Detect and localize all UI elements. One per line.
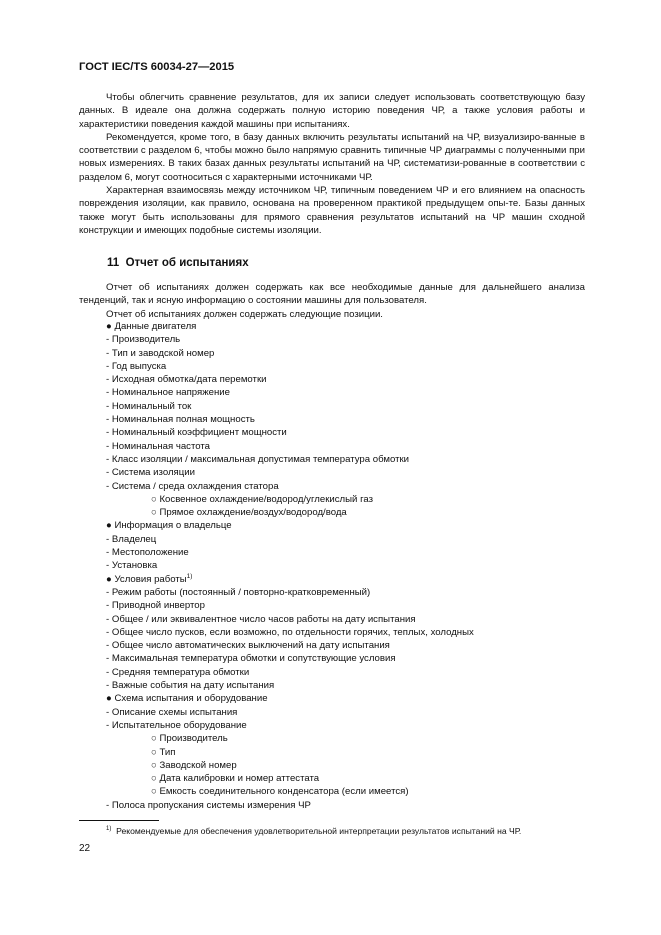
section-title: Отчет об испытаниях — [125, 257, 249, 269]
footnote-mark: 1) — [106, 826, 112, 833]
list-text: Система изоляции — [111, 467, 195, 479]
section-heading — [107, 257, 249, 269]
list-item — [79, 573, 474, 586]
page-number: 22 — [79, 843, 91, 854]
list-marker: - — [106, 480, 110, 492]
list-text: Производитель — [159, 733, 228, 745]
list-text: Номинальная частота — [111, 440, 210, 452]
list-marker: ○ — [151, 759, 157, 771]
intro-text — [79, 91, 585, 237]
list-text: Информация о владельце — [114, 520, 232, 532]
list-text: Общее / или эквивалентное число часов работы на дату испытания — [111, 613, 416, 625]
list-text: Испытательное оборудование — [111, 719, 247, 731]
list-text: Год выпуска — [111, 360, 167, 372]
list-text: Тип и заводской номер — [111, 347, 215, 359]
list-marker: - — [106, 626, 110, 638]
list-marker: - — [106, 360, 110, 372]
list-item — [79, 666, 474, 679]
list-text: Косвенное охлаждение/водород/углекислый газ — [159, 493, 373, 505]
list-item — [79, 413, 474, 426]
footnote-text: Рекомендуемые для обеспечения удовлетворительной интерпретации результатов испытаний на ЧР. — [116, 826, 522, 836]
list-marker: - — [106, 334, 110, 346]
paragraph: Отчет об испытаниях должен содержать как все необходимые данные для дальнейшего анализа тенденций, так и ясную информацию о состоянии машины для пользователя. — [79, 282, 585, 307]
list-text: Класс изоляции / максимальная допустимая температура обмотки — [111, 453, 410, 465]
list-item — [79, 679, 474, 692]
list-marker: ○ — [151, 493, 157, 505]
list-marker: - — [106, 533, 110, 545]
paragraph: Чтобы облегчить сравнение результатов, для их записи следует использовать соответствующую базу данных. В идеале она должна содержать полную историю поведения ЧР, а также условия работы и характеристики поведения каждой машины при испытаниях. — [79, 92, 585, 130]
paragraph: Отчет об испытаниях должен содержать следующие позиции. — [106, 308, 383, 320]
list-marker: - — [106, 586, 110, 598]
list-marker: - — [106, 653, 110, 665]
list-text: Схема испытания и оборудование — [114, 693, 268, 705]
list-text: Тип — [159, 746, 176, 758]
list-marker: ○ — [151, 507, 157, 519]
list-marker: ○ — [151, 773, 157, 785]
list-item — [79, 626, 474, 639]
list-text: Важные события на дату испытания — [111, 680, 275, 692]
list-marker: ○ — [151, 746, 157, 758]
list-item — [79, 480, 474, 493]
list-item — [79, 599, 474, 612]
list-marker: - — [106, 427, 110, 439]
list-marker: - — [106, 600, 110, 612]
list-marker: - — [106, 440, 110, 452]
list-item — [79, 586, 474, 599]
list-item — [79, 519, 474, 532]
list-marker: - — [106, 547, 110, 559]
footnote — [106, 826, 521, 836]
list-text: Исходная обмотка/дата перемотки — [111, 374, 267, 386]
list-marker: ● — [106, 693, 112, 705]
list-text: Данные двигателя — [114, 321, 197, 332]
list-text: Средняя температура обмотки — [111, 666, 250, 678]
list-text: Прямое охлаждение/воздух/водород/вода — [159, 507, 347, 519]
list-item — [79, 706, 474, 719]
list-text: Максимальная температура обмотки и сопутствующие условия — [111, 653, 396, 665]
list-text: Условия работы — [114, 573, 187, 585]
list-item — [79, 613, 474, 626]
list-item — [79, 347, 474, 360]
list-item — [79, 493, 474, 506]
list-text: Владелец — [111, 533, 157, 545]
list-item — [79, 453, 474, 466]
list-item — [79, 692, 474, 705]
list-text: Емкость соединительного конденсатора (если имеется) — [159, 786, 409, 798]
list-text: Общее число пусков, если возможно, по отдельности горячих, теплых, холодных — [111, 626, 474, 638]
list-marker: ● — [106, 573, 112, 585]
list-text: Описание схемы испытания — [111, 706, 238, 718]
list-marker: - — [106, 414, 110, 426]
list-item — [79, 440, 474, 453]
list-item — [79, 719, 474, 732]
list-item — [79, 466, 474, 479]
list-text: Режим работы (постоянный / повторно-кратковременный) — [111, 586, 371, 598]
list-text: Система / среда охлаждения статора — [111, 480, 279, 492]
document-header: ГОСТ IEC/TS 60034-27—2015 — [79, 61, 235, 73]
list-marker: ● — [106, 520, 112, 532]
list-marker: ○ — [151, 786, 157, 798]
list-marker: - — [106, 374, 110, 386]
report-items-list — [79, 320, 474, 812]
list-item — [79, 732, 474, 745]
list-text: Местоположение — [111, 547, 189, 559]
list-item — [79, 799, 474, 812]
list-item — [79, 639, 474, 652]
paragraph: Характерная взаимосвязь между источником ЧР, типичным поведением ЧР и его влиянием на опасность повреждения изоляции, как правило, основана на проверенном практикой предыдущем опы-те. Базы данных также могут быть использованы для прямого сравнения результатов испытаний на ЧР машин сходной конструкции и имеющих подобные системы изоляции. — [79, 185, 585, 236]
list-marker: - — [106, 387, 110, 399]
list-marker: - — [106, 347, 110, 359]
paragraph: Рекомендуется, кроме того, в базу данных включить результаты испытаний на ЧР, визуализиро-ванные в соответствии с разделом 6, чтобы можно было напрямую сравнить типичные ЧР диаграммы с полученными при новых измерениях. В таких базах данных результаты испытаний на ЧР, систематизи-рованные в соответствии с разделом 6, могут соотноситься с характерными источниками ЧР. — [79, 131, 585, 183]
list-item — [79, 772, 474, 785]
list-item — [79, 652, 474, 665]
list-item — [79, 785, 474, 798]
list-item — [79, 360, 474, 373]
list-marker: - — [106, 560, 110, 572]
list-text: Дата калибровки и номер аттестата — [159, 773, 320, 785]
list-marker: - — [106, 613, 110, 625]
footnote-divider — [79, 820, 159, 821]
list-text: Номинальная полная мощность — [111, 414, 255, 426]
list-text: Общее число автоматических выключений на дату испытания — [111, 640, 390, 652]
list-marker: - — [106, 719, 110, 731]
list-marker: - — [106, 706, 110, 718]
list-text: Производитель — [111, 334, 181, 346]
list-marker: - — [106, 467, 110, 479]
list-item — [79, 759, 474, 772]
list-marker: - — [106, 400, 110, 412]
list-item — [79, 546, 474, 559]
list-text: Установка — [111, 560, 158, 572]
list-marker: - — [106, 666, 110, 678]
list-text: Номинальный коэффициент мощности — [111, 427, 287, 439]
list-item — [79, 506, 474, 519]
list-marker: - — [106, 640, 110, 652]
list-marker: ○ — [151, 733, 157, 745]
list-marker: - — [106, 453, 110, 465]
footnote-ref: 1) — [186, 572, 193, 580]
list-text: Полоса пропускания системы измерения ЧР — [111, 799, 311, 811]
list-item — [79, 333, 474, 346]
list-item — [79, 386, 474, 399]
list-item — [79, 373, 474, 386]
list-marker: - — [106, 799, 110, 811]
list-text: Номинальное напряжение — [111, 387, 230, 399]
list-item — [79, 426, 474, 439]
list-item — [79, 533, 474, 546]
list-text: Заводской номер — [159, 759, 237, 771]
list-item — [79, 320, 474, 333]
list-text: Номинальный ток — [111, 400, 192, 412]
list-item — [79, 400, 474, 413]
list-text: Приводной инвертор — [111, 600, 205, 612]
list-item — [79, 559, 474, 572]
section-text — [79, 281, 585, 321]
list-item — [79, 746, 474, 759]
section-number: 11 — [107, 257, 120, 269]
list-marker: - — [106, 680, 110, 692]
list-marker: ● — [106, 321, 112, 332]
